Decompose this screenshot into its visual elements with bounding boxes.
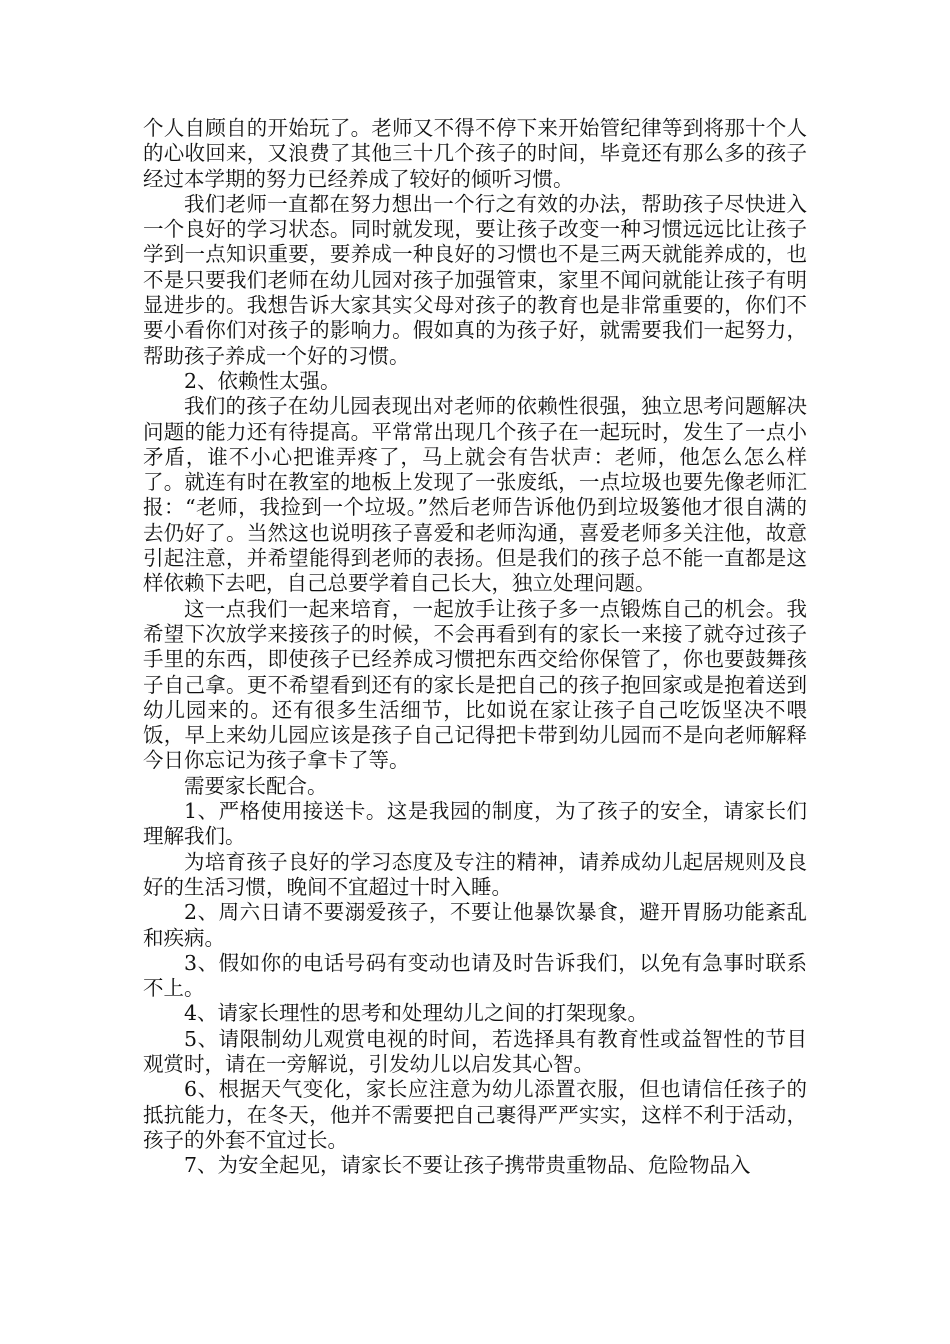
document-body [143, 116, 807, 1178]
list-item-7: 7、为安全起见，请家长不要让孩子携带贵重物品、危险物品入 [184, 1153, 751, 1178]
list-item-5: 5、请限制幼儿观赏电视的时间，若选择具有教育性或益智性的节目观赏时，请在一旁解说，引发幼儿以启发其心智。 [143, 1026, 807, 1076]
section-heading-dependency: 2、依赖性太强。 [184, 368, 341, 393]
paragraph-teacher-efforts: 我们老师一直都在努力想出一个行之有效的办法，帮助孩子尽快进入一个良好的学习状态。同时就发现，要让孩子改变一种习惯远远比让孩子学到一点知识重要，要养成一种良好的习惯也不是三两天就能养成的，也不是只要我们老师在幼儿园对孩子加强管束，家里不闻问就能让孩子有明显进步的。我想告诉大家其实父母对孩子的教育也是非常重要的，你们不要小看你们对孩子的影响力。假如真的为孩子好，就需要我们一起努力，帮助孩子养成一个好的习惯。 [143, 191, 807, 368]
list-item-1: 1、严格使用接送卡。这是我园的制度，为了孩子的安全，请家长们理解我们。 [143, 799, 807, 849]
paragraph-continuation: 个人自顾自的开始玩了。老师又不得不停下来开始管纪律等到将那十个人的心收回来，又浪费了其他三十几个孩子的时间，毕竟还有那么多的孩子经过本学期的努力已经养成了较好的倾听习惯。 [143, 116, 807, 191]
list-item-3: 3、假如你的电话号码有变动也请及时告诉我们，以免有急事时联系不上。 [143, 950, 807, 1001]
list-item-4: 4、请家长理性的思考和处理幼儿之间的打架现象。 [184, 1001, 649, 1026]
list-item-6: 6、根据天气变化，家长应注意为幼儿添置衣服，但也请信任孩子的抵抗能力，在冬天，他并不需要把自己裹得严严实实，这样不利于活动，孩子的外套不宜过长。 [143, 1077, 807, 1152]
section-heading-parent-cooperation: 需要家长配合。 [184, 773, 328, 798]
list-item-2: 2、周六日请不要溺爱孩子，不要让他暴饮暴食，避开胃肠功能紊乱和疾病。 [143, 900, 807, 950]
paragraph-sleep-habits: 为培育孩子良好的学习态度及专注的精神，请养成幼儿起居规则及良好的生活习惯，晚间不宜超过十时入睡。 [143, 849, 807, 899]
paragraph-cultivate-independence: 这一点我们一起来培育，一起放手让孩子多一点锻炼自己的机会。我希望下次放学来接孩子的时候，不会再看到有的家长一来接了就夺过孩子手里的东西，即使孩子已经养成习惯把东西交给你保管了，你也要鼓舞孩子自己拿。更不希望看到还有的家长是把自己的孩子抱回家或是抱着送到幼儿园来的。还有很多生活细节，比如说在家让孩子自己吃饭坚决不喂饭，早上来幼儿园应该是孩子自己记得把卡带到幼儿园而不是向老师解释今日你忘记为孩子拿卡了等。 [143, 596, 807, 773]
paragraph-dependency: 我们的孩子在幼儿园表现出对老师的依赖性很强，独立思考问题解决问题的能力还有待提高。平常常出现几个孩子在一起玩时，发生了一点小矛盾，谁不小心把谁弄疼了，马上就会有告状声：老师，他怎么怎么样了。就连有时在教室的地板上发现了一张废纸，一点垃圾也要先像老师汇报：“老师，我捡到一个垃圾。”然后老师告诉他仍到垃圾篓他才很自满的去仍好了。当然这也说明孩子喜爱和老师沟通，喜爱老师多关注他，故意引起注意，并希望能得到老师的表扬。但是我们的孩子总不能一直都是这样依赖下去吧，自己总要学着自己长大，独立处理问题。 [143, 394, 807, 596]
